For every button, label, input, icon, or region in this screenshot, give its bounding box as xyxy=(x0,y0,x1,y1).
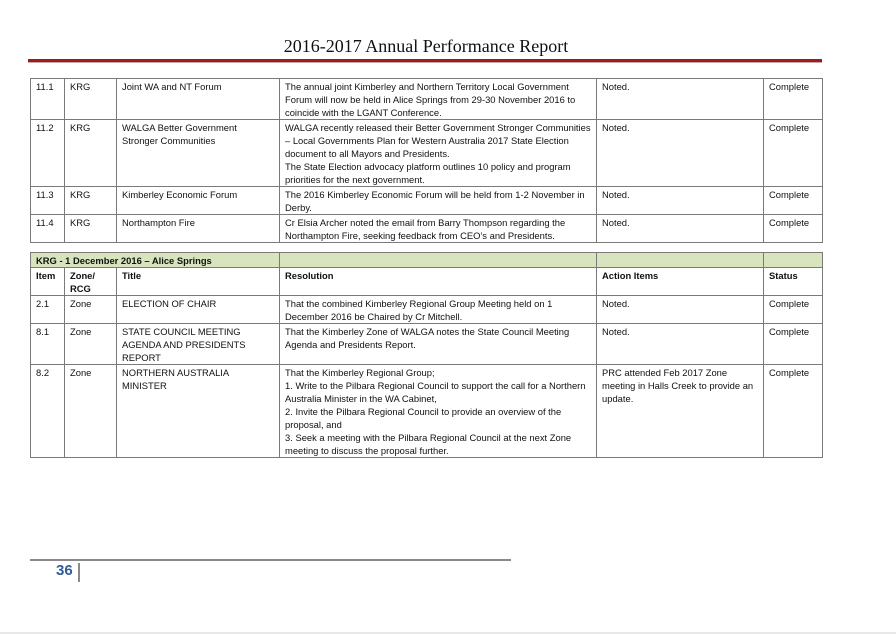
page-number: 36 xyxy=(56,562,73,579)
section-header-blank xyxy=(597,253,764,268)
table-row xyxy=(31,79,823,120)
action-cell: Noted. xyxy=(597,120,764,187)
status-cell: Complete xyxy=(764,187,823,215)
group-cell: KRG xyxy=(65,120,117,187)
item-cell: 8.2 xyxy=(31,365,65,458)
title-divider-shadow xyxy=(28,62,822,63)
action-cell: Noted. xyxy=(597,215,764,243)
group-cell: KRG xyxy=(65,187,117,215)
footer-divider xyxy=(30,559,511,561)
title-cell: Northampton Fire xyxy=(117,215,280,243)
resolution-line: 2. Invite the Pilbara Regional Council to provide an overview of the proposal, and xyxy=(285,406,562,430)
resolution-cell: That the combined Kimberley Regional Group Meeting held on 1 December 2016 be Chaired by Cr Mitchell. xyxy=(280,296,597,324)
column-header-resolution: Resolution xyxy=(280,268,597,296)
table-row xyxy=(31,187,823,215)
page-title: 2016-2017 Annual Performance Report xyxy=(283,36,569,56)
page-number-separator xyxy=(78,563,80,582)
resolution-cell xyxy=(280,120,597,187)
resolution-line: That the Kimberley Regional Group; xyxy=(285,367,435,378)
resolution-line: 3. Seek a meeting with the Pilbara Regional Council at the next Zone meeting to discuss the proposal further. xyxy=(285,432,572,456)
table-row xyxy=(31,215,823,243)
section-header-blank xyxy=(280,253,597,268)
resolutions-table-continued xyxy=(30,78,823,243)
resolution-cell: The annual joint Kimberley and Northern Territory Local Government Forum will now be held in Alice Springs from 29-30 November 2016 to coincide with the LGANT Conference. xyxy=(280,79,597,120)
status-cell: Complete xyxy=(764,79,823,120)
title-cell: NORTHERN AUSTRALIA MINISTER xyxy=(117,365,280,458)
group-cell: KRG xyxy=(65,215,117,243)
group-cell: KRG xyxy=(65,79,117,120)
column-header-item: Item xyxy=(31,268,65,296)
section-header-blank xyxy=(764,253,823,268)
item-cell: 11.4 xyxy=(31,215,65,243)
item-cell: 11.3 xyxy=(31,187,65,215)
zone-cell: Zone xyxy=(65,324,117,365)
section-title: KRG - 1 December 2016 – Alice Springs xyxy=(31,253,280,268)
action-cell: Noted. xyxy=(597,79,764,120)
item-cell: 2.1 xyxy=(31,296,65,324)
status-cell: Complete xyxy=(764,324,823,365)
table-row xyxy=(31,365,823,458)
resolution-cell xyxy=(280,365,597,458)
table-row xyxy=(31,324,823,365)
column-header-zone: Zone/ RCG xyxy=(65,268,117,296)
krg-december-meeting-table xyxy=(30,252,823,458)
item-cell: 8.1 xyxy=(31,324,65,365)
item-cell: 11.2 xyxy=(31,120,65,187)
resolution-cell: That the Kimberley Zone of WALGA notes the State Council Meeting Agenda and Presidents Report. xyxy=(280,324,597,365)
title-cell: ELECTION OF CHAIR xyxy=(117,296,280,324)
column-header-title: Title xyxy=(117,268,280,296)
column-header-status: Status xyxy=(764,268,823,296)
section-header-row xyxy=(31,253,823,268)
title-cell: Joint WA and NT Forum xyxy=(117,79,280,120)
column-header-action: Action Items xyxy=(597,268,764,296)
table-row xyxy=(31,296,823,324)
status-cell: Complete xyxy=(764,296,823,324)
zone-cell: Zone xyxy=(65,365,117,458)
resolution-cell: Cr Elsia Archer noted the email from Barry Thompson regarding the Northampton Fire, seeking feedback from CEO’s and Presidents. xyxy=(280,215,597,243)
title-cell: STATE COUNCIL MEETING AGENDA AND PRESIDENTS REPORT xyxy=(117,324,280,365)
action-cell: Noted. xyxy=(597,324,764,365)
resolution-cell: The 2016 Kimberley Economic Forum will be held from 1-2 November in Derby. xyxy=(280,187,597,215)
item-cell: 11.1 xyxy=(31,79,65,120)
status-cell: Complete xyxy=(764,120,823,187)
column-header-row xyxy=(31,268,823,296)
title-cell: WALGA Better Government Stronger Communities xyxy=(117,120,280,187)
resolution-line: 1. Write to the Pilbara Regional Council to support the call for a Northern Australia Minister in the WA Cabinet, xyxy=(285,380,586,404)
status-cell: Complete xyxy=(764,365,823,458)
action-cell: Noted. xyxy=(597,187,764,215)
zone-cell: Zone xyxy=(65,296,117,324)
table-row xyxy=(31,120,823,187)
resolution-line: WALGA recently released their Better Government Stronger Communities – Local Governments Plan for Western Australia 2017 State Election document to all Mayors and Presidents. xyxy=(285,122,591,159)
resolution-line: The State Election advocacy platform outlines 10 policy and program priorities for the next government. xyxy=(285,161,571,185)
action-cell: PRC attended Feb 2017 Zone meeting in Halls Creek to provide an update. xyxy=(597,365,764,458)
title-cell: Kimberley Economic Forum xyxy=(117,187,280,215)
status-cell: Complete xyxy=(764,215,823,243)
action-cell: Noted. xyxy=(597,296,764,324)
